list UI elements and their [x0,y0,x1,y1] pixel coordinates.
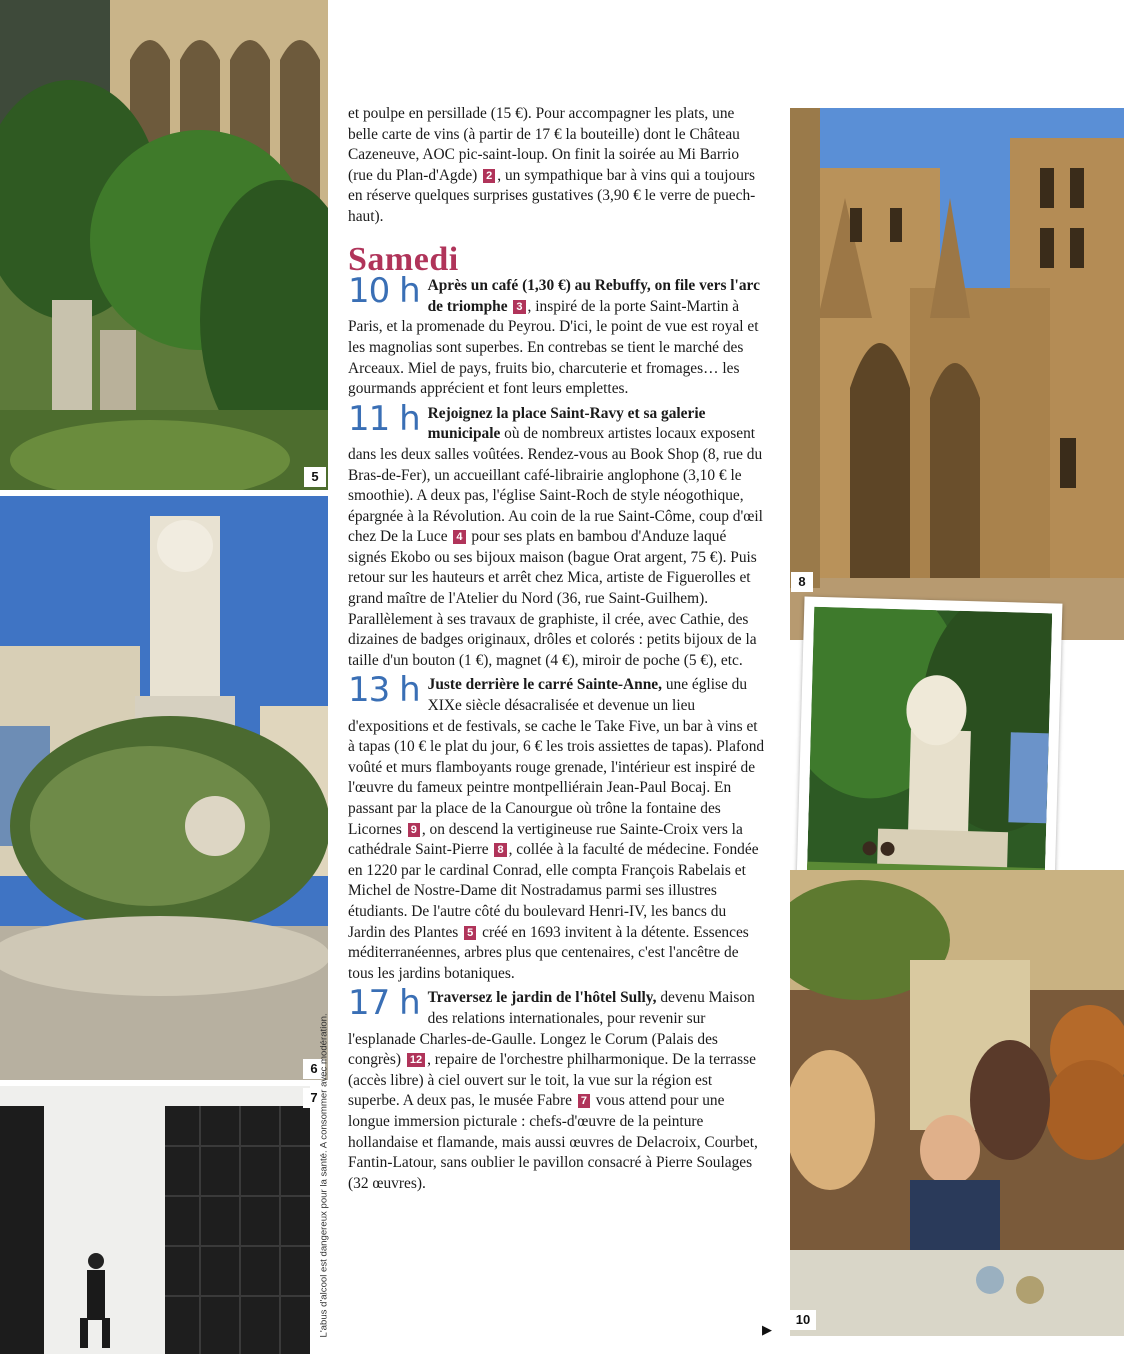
section-text: créé en 1693 invitent à la détente. Essences méditerranéennes, arbres plus que centenaires, c'est l'ancêtre de tous les jardins botaniques. [348,923,749,982]
ref-badge: 5 [464,926,476,940]
section-text: une église du XIXe siècle désacralisée et devenue un lieu d'expositions et de festivals, se cache le Take Five, un bar à vins et à tapas (10 € le plat du jour, 6 € les trois assiettes de tapas). Plafond voûté et murs flamboyants rouge grenade, l'intérieur est inspiré de l'œuvre du fameux peintre montpelliérain Jean-Paul Bocaj. En passant par la place de la Canourgue où trône la fontaine des Licornes [348,676,765,838]
ref-badge: 2 [483,169,495,183]
ref-badge: 9 [408,823,420,837]
photo-number-10: 10 [790,1310,816,1330]
ref-badge: 7 [578,1094,590,1108]
photo-toy-shop [790,870,1124,1336]
day-heading: Samedi [348,240,459,278]
section-text: pour ses plats en bambou d'Anduze laqué signés Ekobo ou ses bijoux maison (bague Orat argent, 75 €). Puis retour sur les hauteurs et arrêt chez Mica, artiste de Figuerolles et grand maître de l'Atelier du Nord (36, rue Saint-Guilhem). Parallèlement à ses travaux de graphiste, il crée, avec Cathie, des dizaines de badges originaux, drôles et colorés : petits bijoux de la taille d'un bouton (1 €), magnet (4 €), miroir de poche (5 €), etc. [348,528,757,669]
section-lead: Rejoignez la place Saint-Ravy et sa galerie municipale [427,404,706,443]
photo-number-5: 5 [304,467,326,487]
section-text: où de nombreux artistes locaux exposent dans les deux salles voûtées. Rendez-vous au Book Shop (8, rue du Bras-de-Fer), un accueillant café-librairie anglophone (3,10 € le smoothie). A deux pas, l'église Saint-Roch de style néogothique, épargnée à la Révolution. Au coin de la rue Saint-Côme, coup d'œil chez De la Luce [348,425,763,546]
hour-label: 10 h [348,271,420,312]
photo-licornes-fountain [806,607,1052,902]
section-lead: Juste derrière le carré Sainte-Anne, [427,676,662,694]
photo-garden-arcade [0,0,328,490]
ref-badge: 8 [494,843,506,857]
section-text: vous attend pour une longue immersion picturale : chefs-d'œuvre de la peinture hollandaise et flamande, mais aussi œuvres de Delacroix, Courbet, Fantin-Latour, sans oublier le pavillon consacré à Pierre Soulages (32 œuvres). [348,1092,758,1192]
section-text: , inspiré de la porte Saint-Martin à Paris, et la promenade du Peyrou. D'ici, le point de vue est royal et les magnolias sont superbes. En contrebas se tient le marché des Arceaux. Miel de pays, fruits bio, charcuterie et fromages… les gourmands apprécient et font leurs emplettes. [348,297,759,398]
photo-number-7: 7 [303,1088,325,1108]
ref-badge: 12 [407,1053,425,1067]
legal-sidenote-text: L'abus d'alcool est dangereux pour la santé. A consommer avec modération. [318,1013,330,1338]
ref-badge: 4 [453,530,465,544]
section-13h [348,670,766,984]
section-lead: Après un café (1,30 €) au Rebuffy, on file vers l'arc de triomphe [427,277,760,315]
section-text: devenu Maison des relations internationales, pour revenir sur l'esplanade Charles-de-Gaulle. Longez le Corum (Palais des congrès) [348,989,755,1069]
article [348,104,766,1194]
legal-sidenote [316,960,332,1340]
section-10h [348,271,766,400]
photo-number-6: 6 [303,1059,325,1079]
intro-text-end: , un sympathique bar à vins qui a toujours en réserve quelques surprises gustatives (3,90 € le verre de puech-haut). [348,166,756,225]
photo-saint-pierre-cathedral [790,108,1124,640]
hour-label: 11 h [348,398,420,439]
continue-arrow-icon: ▶ [762,1322,772,1337]
photo-three-graces-fountain [0,496,328,1080]
intro-paragraph [348,104,766,228]
section-text: , repaire de l'orchestre philharmonique. De la terrasse (accès libre) à ciel ouvert sur le toit, la vue sur la région est superbe. A deux pas, le musée Fabre [348,1051,756,1110]
section-17h [348,983,766,1194]
section-11h [348,398,766,672]
hour-label: 13 h [348,670,420,711]
photo-number-8: 8 [791,572,813,592]
ref-badge: 3 [513,300,525,314]
intro-text: et poulpe en persillade (15 €). Pour accompagner les plats, une belle carte de vins (à partir de 17 € la bouteille) dont le Château Cazeneuve, AOC pic-saint-loup. On finit la soirée au Mi Barrio (rue du Plan-d'Agde) [348,105,740,184]
section-text: , on descend la vertigineuse rue Sainte-Croix vers la cathédrale Saint-Pierre [348,820,743,859]
photo-soulages-museum-facade [0,1086,310,1354]
section-lead: Traversez le jardin de l'hôtel Sully, [427,989,657,1007]
hour-label: 17 h [348,983,420,1024]
section-text: , collée à la faculté de médecine. Fondée en 1220 par le cardinal Conrad, elle compta François Rabelais et Michel de Nostre-Dame dit Nostradamus parmi ses illustres étudiants. De l'autre côté du boulevard Henri-IV, les bancs du Jardin des Plantes [348,841,759,941]
